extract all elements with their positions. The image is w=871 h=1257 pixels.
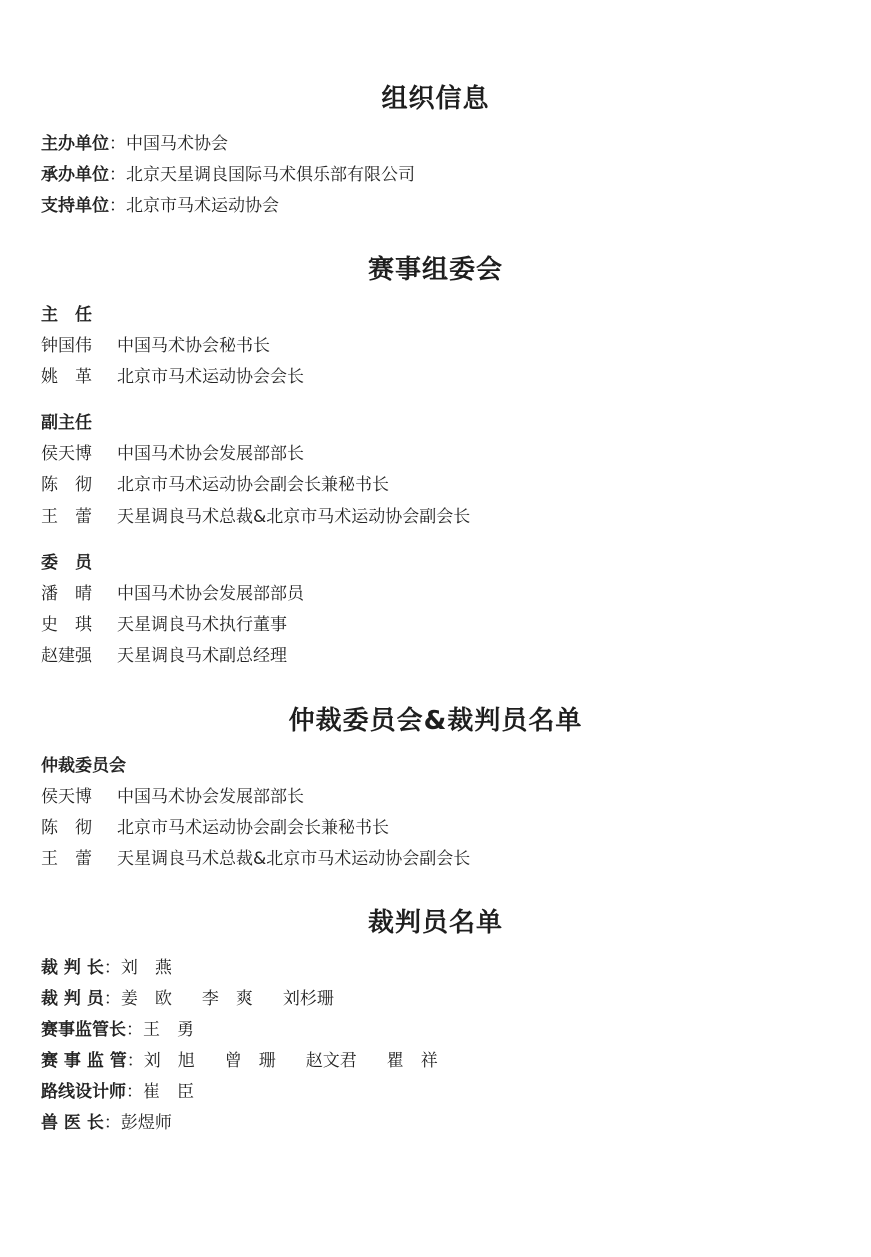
member-row [41, 507, 470, 527]
member-row [41, 444, 304, 464]
org-row-label: 支持单位 [41, 196, 109, 216]
member-row [41, 584, 304, 604]
member-name: 赵建强 [41, 646, 92, 666]
referee-row-chief [41, 958, 202, 978]
member-name: 陈 彻 [41, 475, 92, 495]
referee-label: 裁 判 长 [41, 958, 104, 978]
group-heading-director: 主 任 [41, 305, 92, 325]
section-title-committee: 赛事组委会 [367, 255, 503, 285]
member-row [41, 849, 470, 869]
org-row-sep: ： [109, 134, 126, 154]
section-title-referees: 裁判员名单 [367, 908, 503, 938]
member-row [41, 615, 287, 635]
referee-label: 赛 事 监 管 [41, 1051, 127, 1071]
member-role: 中国马术协会发展部部长 [117, 444, 304, 464]
referee-person: 崔 臣 [143, 1082, 194, 1102]
referee-person: 刘 燕 [120, 958, 172, 978]
org-row-organizer [41, 165, 415, 185]
referee-person: 瞿 祥 [386, 1051, 438, 1071]
org-row-label: 主办单位 [41, 134, 109, 154]
org-row-label: 承办单位 [41, 165, 109, 185]
referee-sep: ： [103, 989, 121, 1009]
member-name: 王 蕾 [41, 507, 92, 527]
group-heading-vice-director: 副主任 [41, 413, 92, 433]
member-row [41, 646, 287, 666]
member-role: 北京市马术运动协会会长 [117, 367, 304, 387]
org-row-value: 中国马术协会 [126, 134, 228, 154]
member-name: 侯天博 [41, 787, 92, 807]
member-row [41, 787, 304, 807]
member-name: 钟国伟 [41, 336, 92, 356]
org-row-sep: ： [109, 165, 126, 185]
member-role: 天星调良马术副总经理 [117, 646, 287, 666]
referee-row-stewards [41, 1051, 468, 1071]
referee-label: 路线设计师 [41, 1082, 126, 1102]
referee-person: 彭煜师 [120, 1113, 172, 1133]
section-title-org-info: 组织信息 [381, 84, 490, 114]
group-heading-members: 委 员 [41, 553, 92, 573]
member-row [41, 818, 389, 838]
referee-row-chief-vet [41, 1113, 202, 1133]
org-row-value: 北京天星调良国际马术俱乐部有限公司 [126, 165, 415, 185]
referee-sep: ： [126, 1020, 143, 1040]
referee-row-judges [41, 989, 364, 1009]
referee-row-course-designer [41, 1082, 224, 1102]
org-row-support [41, 196, 279, 216]
org-row-value: 北京市马术运动协会 [126, 196, 279, 216]
org-row-host [41, 134, 228, 154]
member-name: 潘 晴 [41, 584, 92, 604]
org-row-sep: ： [109, 196, 126, 216]
member-role: 天星调良马术执行董事 [117, 615, 287, 635]
member-name: 史 琪 [41, 615, 92, 635]
member-role: 天星调良马术总裁&北京市马术运动协会副会长 [117, 507, 471, 527]
member-name: 王 蕾 [41, 849, 92, 869]
member-row [41, 367, 304, 387]
referee-label: 兽 医 长 [41, 1113, 104, 1133]
referee-sep: ： [126, 1051, 144, 1071]
member-name: 陈 彻 [41, 818, 92, 838]
member-name: 侯天博 [41, 444, 92, 464]
member-role: 中国马术协会发展部部员 [117, 584, 304, 604]
referee-person: 赵文君 [305, 1051, 357, 1071]
member-role: 中国马术协会秘书长 [117, 336, 270, 356]
referee-label: 裁 判 员 [41, 989, 104, 1009]
member-role: 北京市马术运动协会副会长兼秘书长 [117, 818, 389, 838]
member-role: 中国马术协会发展部部长 [117, 787, 304, 807]
referee-person: 曾 珊 [224, 1051, 276, 1071]
section-title-arbitration: 仲裁委员会&裁判员名单 [288, 706, 583, 736]
member-row [41, 336, 270, 356]
referee-sep: ： [103, 1113, 121, 1133]
member-role: 北京市马术运动协会副会长兼秘书长 [117, 475, 389, 495]
referee-person: 刘 旭 [143, 1051, 195, 1071]
referee-person: 王 勇 [143, 1020, 194, 1040]
referee-sep: ： [103, 958, 121, 978]
referee-person: 刘杉珊 [282, 989, 334, 1009]
referee-person: 姜 欧 [120, 989, 172, 1009]
member-role: 天星调良马术总裁&北京市马术运动协会副会长 [117, 849, 471, 869]
referee-person: 李 爽 [201, 989, 253, 1009]
member-row [41, 475, 389, 495]
group-heading-arbitration: 仲裁委员会 [41, 756, 126, 776]
member-name: 姚 革 [41, 367, 92, 387]
referee-label: 赛事监管长 [41, 1020, 126, 1040]
referee-row-chief-steward [41, 1020, 224, 1040]
referee-sep: ： [126, 1082, 143, 1102]
